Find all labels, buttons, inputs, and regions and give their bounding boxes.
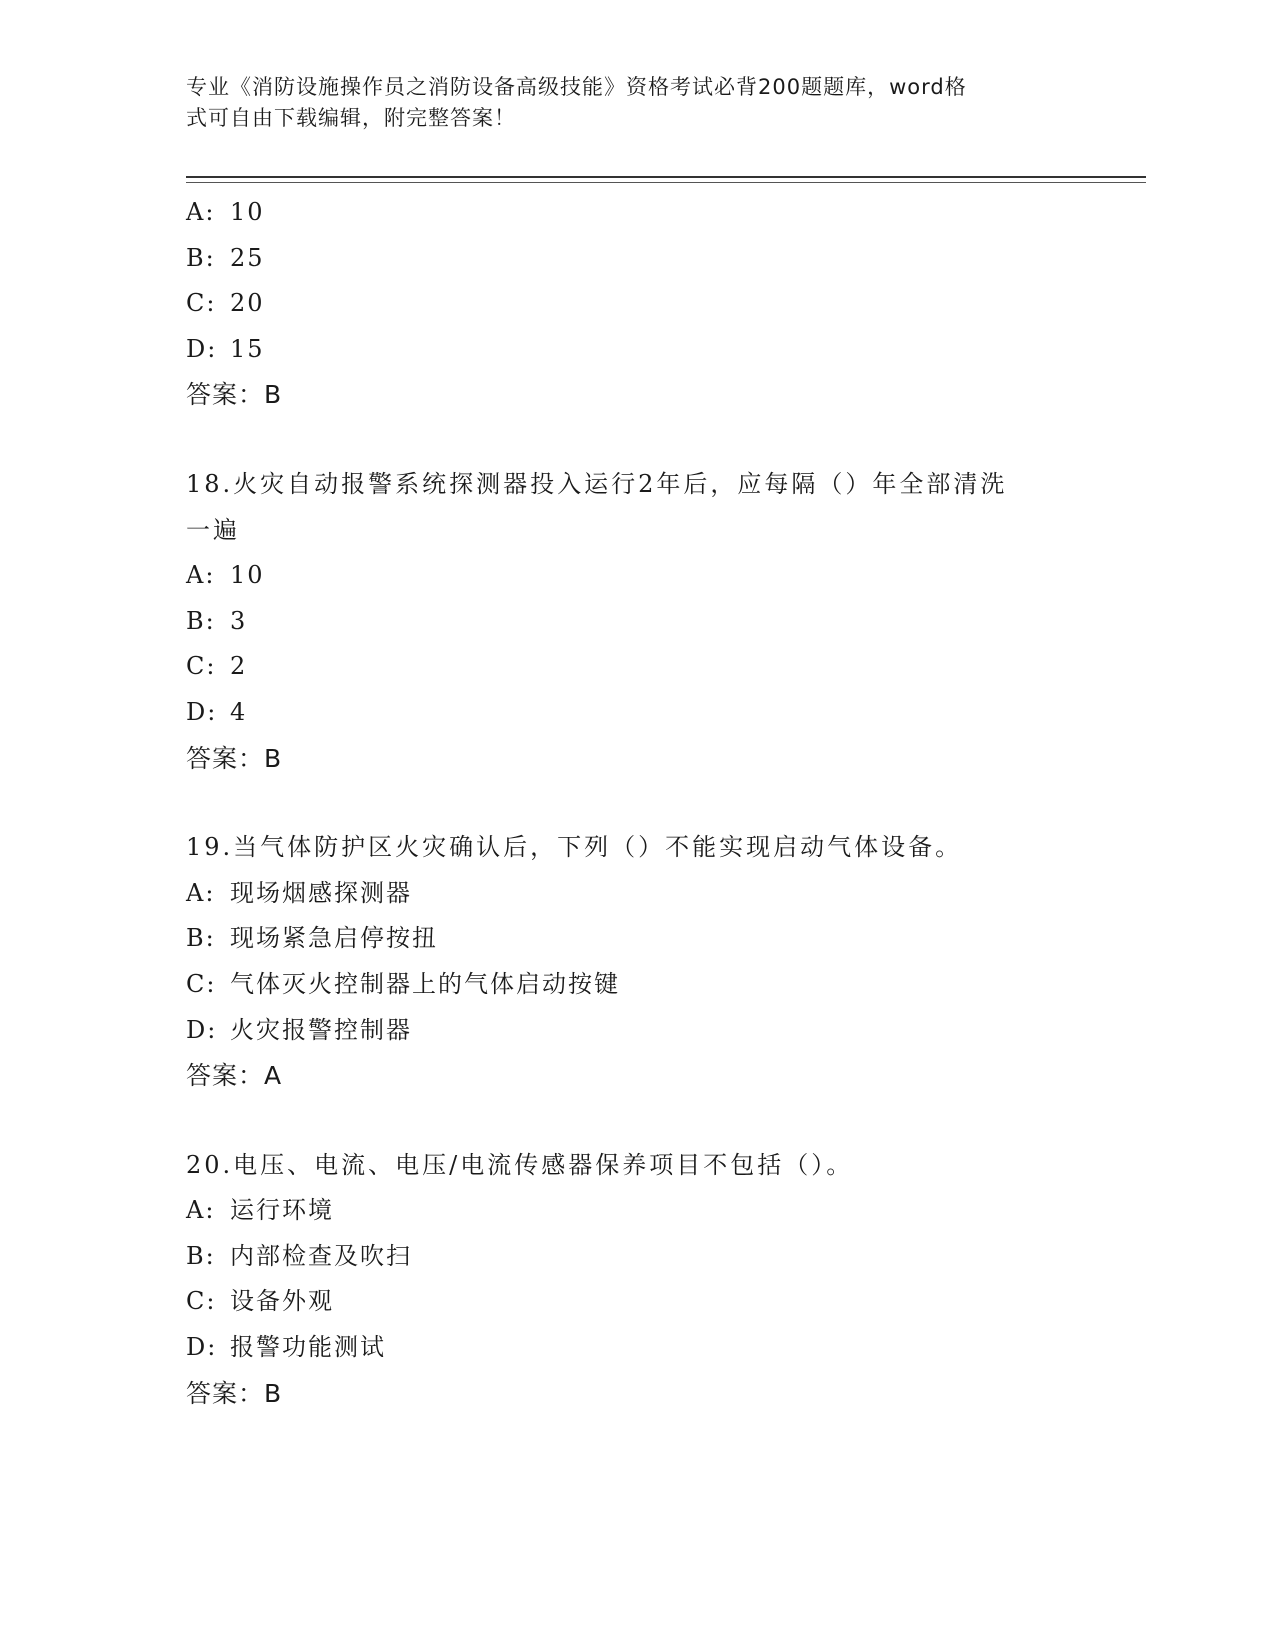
option-b: B: 内部检查及吹扫 [186,1241,412,1270]
question-20 [186,1143,1086,1417]
option-a: A: 现场烟感探测器 [186,878,412,907]
option-c: C: 气体灭火控制器上的气体启动按键 [186,969,620,998]
option-d: D: 报警功能测试 [186,1333,386,1362]
option-b: B: 现场紧急启停按扭 [186,924,438,953]
option-c: C: 20 [186,289,265,318]
answer-line: 答案：B [186,743,283,773]
option-b: B: 3 [186,606,248,635]
question-19 [186,825,1086,1099]
question-17 [186,190,1086,418]
header-line-2: 式可自由下载编辑，附完整答案！ [186,106,516,130]
question-content [186,190,1086,1416]
document-header [186,72,1066,134]
answer-line: 答案：B [186,380,283,410]
answer-line: 答案：B [186,1378,283,1408]
option-b: B: 25 [186,243,265,272]
option-d: D: 4 [186,697,248,726]
option-a: A: 运行环境 [186,1196,334,1225]
question-stem: 18.火灾自动报警系统探测器投入运行2年后，应每隔（）年全部清洗 一遍 [186,469,1008,544]
question-18 [186,462,1086,781]
header-line-1: 专业《消防设施操作员之消防设备高级技能》资格考试必背200题题库，word格 [186,75,967,99]
option-a: A: 10 [186,198,265,226]
option-c: C: 2 [186,652,248,681]
header-divider-thin [186,182,1146,183]
option-d: D: 火灾报警控制器 [186,1015,412,1044]
answer-line: 答案：A [186,1061,283,1091]
header-divider [186,176,1146,178]
question-stem: 20.电压、电流、电压/电流传感器保养项目不包括（）。 [186,1150,854,1179]
question-stem: 19.当气体防护区火灾确认后，下列（）不能实现启动气体设备。 [186,833,963,862]
option-c: C: 设备外观 [186,1287,334,1316]
option-a: A: 10 [186,561,265,590]
option-d: D: 15 [186,334,265,363]
